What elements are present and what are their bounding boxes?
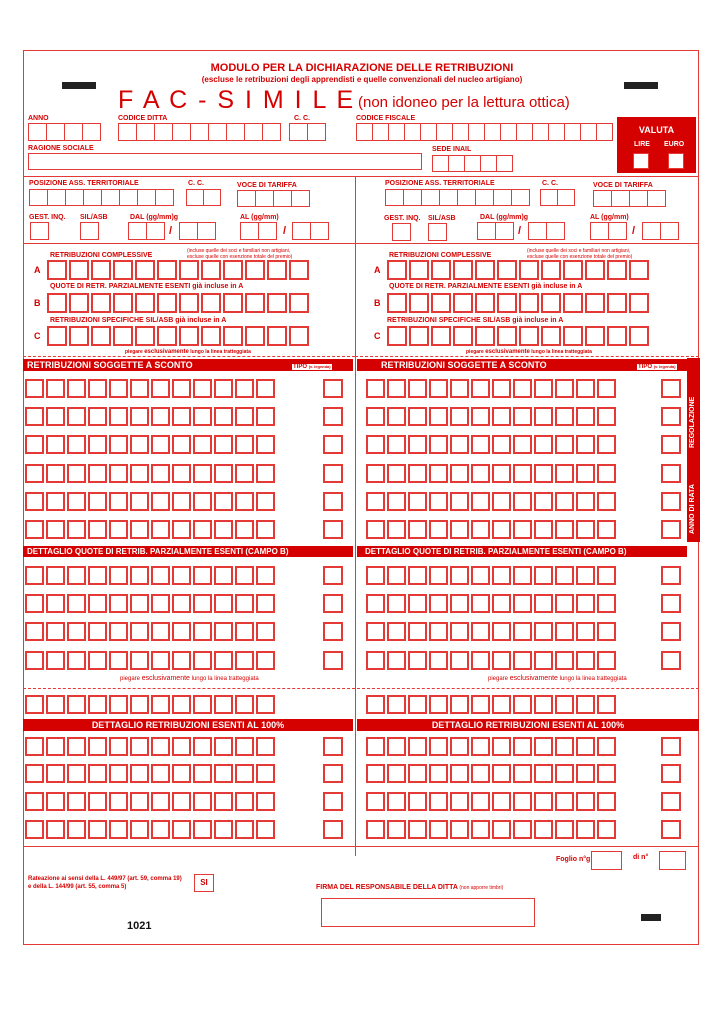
piegare-note-1-right: piegare esclusivamente lungo la linea tratteggiata [466, 349, 592, 355]
dettaglio-b-amount-row-right[interactable] [366, 695, 618, 714]
sconto-header-left: RETRIBUZIONI SOGGETTE A SCONTO [23, 359, 353, 371]
anno-label: ANNO [28, 115, 49, 122]
rateazione-si-label: SI [200, 878, 208, 887]
soci-note2-left: escluse quelle con esenzione totale del premio) [187, 254, 293, 260]
al-field2-right[interactable] [642, 222, 678, 240]
codice-fiscale-field[interactable] [356, 123, 612, 141]
cc-field[interactable] [289, 123, 325, 141]
dal-slash-left: / [169, 225, 173, 237]
codice-fiscale-label: CODICE FISCALE [356, 115, 416, 122]
sconto-tipo-box-left[interactable] [323, 520, 343, 539]
sede-inail-label: SEDE INAIL [432, 146, 472, 153]
row-a-field-left[interactable] [47, 260, 311, 280]
dettaglio-b-amount-row-left[interactable] [25, 594, 277, 613]
dettaglio-b-tipo-box-right[interactable] [661, 594, 681, 613]
esenti-amount-row-left[interactable] [25, 792, 277, 811]
euro-label: EURO [664, 141, 685, 148]
sconto-tipo-box-right[interactable] [661, 435, 681, 454]
sconto-tipo-box-left[interactable] [323, 492, 343, 511]
cc-field-right[interactable] [540, 189, 574, 206]
tipo-label-right: TIPO (v. legenda) [638, 364, 676, 370]
al-slash-left: / [283, 225, 287, 237]
sil-asb-field-left[interactable] [80, 222, 99, 240]
dettaglio-100-header-left: DETTAGLIO RETRIBUZIONI ESENTI AL 100% [23, 719, 353, 731]
dettaglio-b-tipo-box-left[interactable] [323, 594, 343, 613]
sconto-tipo-box-right[interactable] [661, 492, 681, 511]
row-b-field-right[interactable] [387, 293, 651, 313]
sconto-amount-row-left[interactable] [25, 520, 277, 539]
sconto-amount-row-right[interactable] [366, 492, 618, 511]
row-a-label-left: A [34, 265, 41, 275]
regolazione-sidebar [687, 358, 700, 542]
codice-ditta-label: CODICE DITTA [118, 115, 168, 122]
esenti-amount-row-left[interactable] [25, 737, 277, 756]
soci-note2-right: escluse quelle con esenzione totale del premio) [527, 254, 633, 260]
sil-asb-label-right: SIL/ASB [428, 215, 456, 222]
specifiche-label-right: RETRIBUZIONI SPECIFICHE SIL/ASB già incluse in A [387, 317, 564, 324]
al-label-right: AL (gg/mm) [590, 214, 629, 221]
dettaglio-b-amount-row-right[interactable] [366, 651, 618, 670]
dettaglio-b-tipo-box-right[interactable] [661, 622, 681, 641]
specifiche-label-left: RETRIBUZIONI SPECIFICHE SIL/ASB già incluse in A [50, 317, 227, 324]
quote-label-left: QUOTE DI RETR. PARZIALMENTE ESENTI già incluse in A [50, 283, 244, 290]
sconto-amount-row-right[interactable] [366, 379, 618, 398]
di-field[interactable] [659, 851, 686, 870]
sconto-tipo-box-right[interactable] [661, 407, 681, 426]
soci-note-right: (incluse quelle dei soci e familiari non artigiani, [527, 248, 631, 254]
ragione-sociale-field[interactable] [28, 153, 422, 170]
row-c-field-right[interactable] [387, 326, 651, 346]
facsimile-label: F A C - S I M I L E [118, 86, 356, 114]
dal-field-left[interactable] [128, 222, 164, 240]
al-slash-right: / [632, 225, 636, 237]
row-a-label-right: A [374, 265, 381, 275]
sconto-tipo-box-left[interactable] [323, 379, 343, 398]
voce-field-left[interactable] [237, 190, 309, 207]
esenti-amount-row-right[interactable] [366, 737, 618, 756]
esenti-amount-row-left[interactable] [25, 764, 277, 783]
dettaglio-b-amount-row-right[interactable] [366, 622, 618, 641]
form-title: MODULO PER LA DICHIARAZIONE DELLE RETRIBUZIONI [210, 62, 514, 74]
dal-field2-right[interactable] [528, 222, 564, 240]
sconto-amount-row-left[interactable] [25, 407, 277, 426]
al-field2-left[interactable] [292, 222, 328, 240]
dettaglio-b-amount-row-left[interactable] [25, 622, 277, 641]
dettaglio-b-header-left: DETTAGLIO QUOTE DI RETRIB. PARZIALMENTE ESENTI (CAMPO B) [23, 546, 353, 557]
esenti-tipo-box-right[interactable] [661, 737, 681, 756]
sede-inail-field[interactable] [432, 155, 512, 172]
dettaglio-b-amount-row-right[interactable] [366, 594, 618, 613]
dettaglio-b-tipo-box-left[interactable] [323, 622, 343, 641]
dettaglio-b-tipo-box-left[interactable] [323, 566, 343, 585]
row-c-label-right: C [374, 331, 381, 341]
esenti-amount-row-left[interactable] [25, 820, 277, 839]
posizione-label-left: POSIZIONE ASS. TERRITORIALE [29, 180, 139, 187]
sconto-amount-row-left[interactable] [25, 492, 277, 511]
lire-checkbox[interactable] [633, 153, 649, 169]
row-c-field-left[interactable] [47, 326, 311, 346]
gest-inq-field-right[interactable] [392, 223, 411, 241]
sconto-tipo-box-right[interactable] [661, 520, 681, 539]
form-subtitle: (escluse le retribuzioni degli apprendisti e quelle convenzionali del nucleo artigiano) [201, 75, 523, 84]
sconto-header-right: RETRIBUZIONI SOGGETTE A SCONTO [357, 359, 687, 371]
gest-inq-field-left[interactable] [30, 222, 49, 240]
firma-field[interactable] [321, 898, 535, 927]
complessive-label-left: RETRIBUZIONI COMPLESSIVE [50, 252, 153, 259]
esenti-tipo-box-left[interactable] [323, 792, 343, 811]
rateazione-label-2: e della L. 144/99 (art. 55, comma 5) [28, 884, 127, 890]
sconto-tipo-box-right[interactable] [661, 464, 681, 483]
row-b-label-right: B [374, 298, 381, 308]
cc-field-left[interactable] [186, 189, 220, 206]
firma-label: FIRMA DEL RESPONSABILE DELLA DITTA (non apporre timbri) [316, 884, 504, 891]
esenti-tipo-box-left[interactable] [323, 764, 343, 783]
soci-note-left: (incluse quelle dei soci e familiari non artigiani, [187, 248, 291, 254]
sconto-amount-row-right[interactable] [366, 464, 618, 483]
posizione-label-right: POSIZIONE ASS. TERRITORIALE [385, 180, 495, 187]
lire-label: LIRE [634, 141, 650, 148]
dal-slash-right: / [518, 225, 522, 237]
al-label-left: AL (gg/mm) [240, 214, 279, 221]
cc-label-left: C. C. [188, 180, 204, 187]
esenti-tipo-box-left[interactable] [323, 820, 343, 839]
complessive-label-right: RETRIBUZIONI COMPLESSIVE [389, 252, 492, 259]
esenti-tipo-box-right[interactable] [661, 792, 681, 811]
dettaglio-b-tipo-box-right[interactable] [661, 566, 681, 585]
dal-field2-left[interactable] [179, 222, 215, 240]
posizione-field-right[interactable] [385, 189, 529, 206]
row-a-field-right[interactable] [387, 260, 651, 280]
esenti-tipo-box-left[interactable] [323, 737, 343, 756]
dettaglio-b-amount-row-right[interactable] [366, 566, 618, 585]
gest-inq-label-right: GEST. INQ. [384, 215, 421, 222]
sconto-amount-row-left[interactable] [25, 464, 277, 483]
sconto-amount-row-right[interactable] [366, 435, 618, 454]
ragione-sociale-label: RAGIONE SOCIALE [28, 145, 94, 152]
dettaglio-b-amount-row-left[interactable] [25, 651, 277, 670]
row-b-label-left: B [34, 298, 41, 308]
piegare-note-1-left: piegare esclusivamente lungo la linea tratteggiata [125, 349, 251, 355]
dettaglio-b-header-right: DETTAGLIO QUOTE DI RETRIB. PARZIALMENTE ESENTI (CAMPO B) [357, 546, 687, 557]
valuta-label: VALUTA [638, 125, 675, 135]
dettaglio-b-amount-row-left[interactable] [25, 695, 277, 714]
esenti-amount-row-right[interactable] [366, 764, 618, 783]
euro-checkbox[interactable] [668, 153, 684, 169]
dal-field-right[interactable] [477, 222, 513, 240]
facsimile-note: (non idoneo per la lettura ottica) [358, 94, 570, 111]
di-label: di n° [633, 854, 649, 861]
al-field-right[interactable] [590, 222, 626, 240]
sconto-amount-row-right[interactable] [366, 520, 618, 539]
sconto-tipo-box-right[interactable] [661, 379, 681, 398]
esenti-tipo-box-right[interactable] [661, 820, 681, 839]
piegare-note-2-left: piegare esclusivamente lungo la linea tratteggiata [120, 675, 259, 682]
form-code: 1021 [127, 920, 152, 932]
cc-label-right: C. C. [542, 180, 558, 187]
esenti-tipo-box-right[interactable] [661, 764, 681, 783]
dettaglio-b-tipo-box-right[interactable] [661, 651, 681, 670]
codice-ditta-field[interactable] [118, 123, 280, 141]
voce-label-right: VOCE DI TARIFFA [593, 182, 653, 189]
dal-label-right: DAL (gg/mm)g [480, 214, 529, 221]
piegare-note-2-right: piegare esclusivamente lungo la linea tratteggiata [488, 675, 627, 682]
anno-rata-label: ANNO DI RATA [689, 484, 696, 534]
voce-label-left: VOCE DI TARIFFA [237, 182, 297, 189]
sconto-amount-row-left[interactable] [25, 379, 277, 398]
sconto-tipo-box-left[interactable] [323, 407, 343, 426]
sconto-amount-row-left[interactable] [25, 435, 277, 454]
dettaglio-b-tipo-box-left[interactable] [323, 651, 343, 670]
esenti-amount-row-right[interactable] [366, 792, 618, 811]
quote-label-right: QUOTE DI RETR. PARZIALMENTE ESENTI già incluse in A [389, 283, 583, 290]
foglio-field[interactable] [591, 851, 622, 870]
al-field-left[interactable] [240, 222, 276, 240]
tipo-label-left: TIPO (v. legenda) [293, 364, 331, 370]
sconto-tipo-box-left[interactable] [323, 435, 343, 454]
sil-asb-label-left: SIL/ASB [80, 214, 108, 221]
sconto-amount-row-right[interactable] [366, 407, 618, 426]
cc-label: C. C. [294, 115, 310, 122]
esenti-amount-row-right[interactable] [366, 820, 618, 839]
row-c-label-left: C [34, 331, 41, 341]
row-b-field-left[interactable] [47, 293, 311, 313]
anno-field[interactable] [28, 123, 100, 141]
dettaglio-100-header-right: DETTAGLIO RETRIBUZIONI ESENTI AL 100% [357, 719, 699, 731]
sil-asb-field-right[interactable] [428, 223, 447, 241]
dettaglio-b-amount-row-left[interactable] [25, 566, 277, 585]
sconto-tipo-box-left[interactable] [323, 464, 343, 483]
gest-inq-label-left: GEST. INQ. [29, 214, 66, 221]
posizione-field-left[interactable] [29, 189, 173, 206]
foglio-label: Foglio n°g [556, 856, 591, 863]
dal-label-left: DAL (gg/mm)g [130, 214, 179, 221]
rateazione-label: Rateazione ai sensi della L. 449/97 (art. 59, comma 19) [28, 876, 182, 882]
voce-field-right[interactable] [593, 190, 665, 207]
regolazione-label: REGOLAZIONE [689, 396, 696, 448]
